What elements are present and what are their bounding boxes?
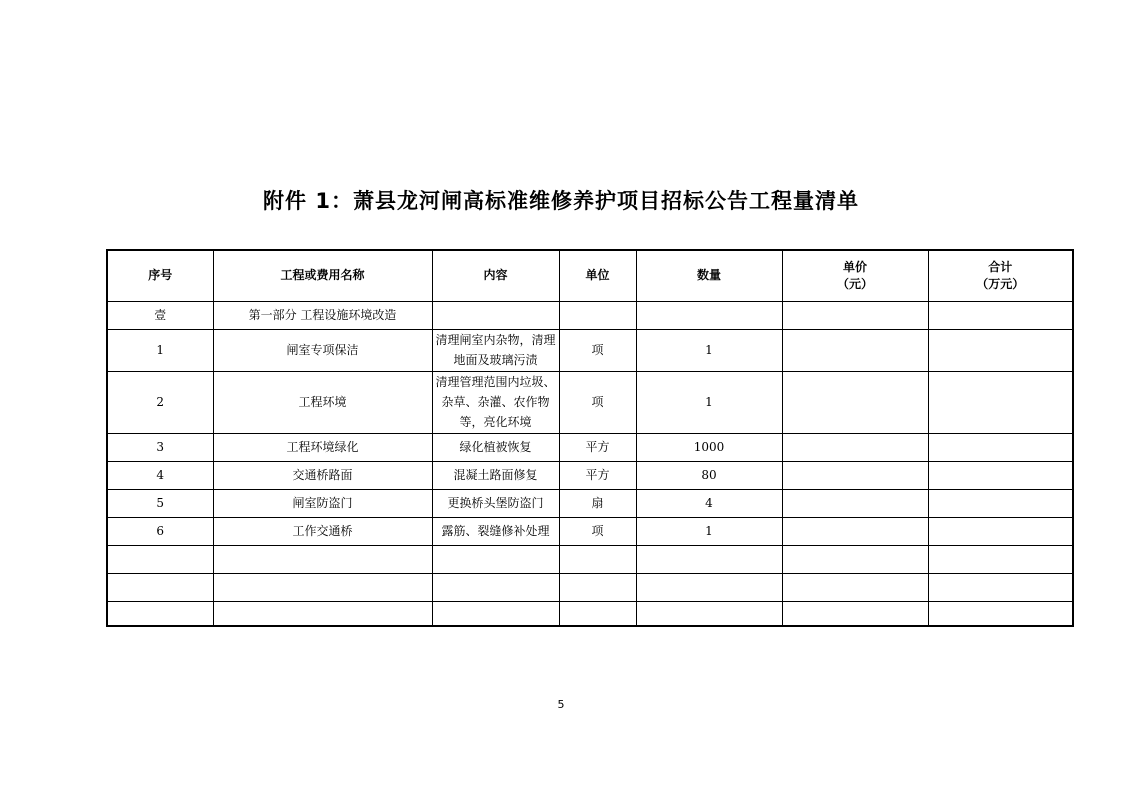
part-row [107,301,1073,329]
row-content: 更换桥头堡防盗门 [432,489,559,517]
table-cell [928,301,1073,329]
row-no: 5 [107,489,213,517]
row-total [928,489,1073,517]
row-content: 清理管理范围内垃圾、杂草、杂灌、农作物等，亮化环境 [432,371,559,433]
table-row [107,371,1073,433]
table-row [107,329,1073,371]
empty-row [107,573,1073,601]
row-content: 清理闸室内杂物，清理地面及玻璃污渍 [432,329,559,371]
table-cell [559,301,636,329]
row-name: 工程环境绿化 [213,433,432,461]
row-total [928,517,1073,545]
row-name: 工程环境 [213,371,432,433]
row-unit: 项 [559,517,636,545]
row-unit: 项 [559,329,636,371]
table-row [107,461,1073,489]
row-no: 1 [107,329,213,371]
header-content: 内容 [432,250,559,301]
row-name: 闸室专项保洁 [213,329,432,371]
document-title: 附件 1：萧县龙河闸高标准维修养护项目招标公告工程量清单 [263,189,859,213]
header-name: 工程或费用名称 [213,250,432,301]
row-no: 6 [107,517,213,545]
part-name: 第一部分 工程设施环境改造 [213,301,432,329]
row-total [928,371,1073,433]
header-qty: 数量 [636,250,782,301]
row-price [782,329,928,371]
table-cell [636,573,782,601]
row-qty: 4 [636,489,782,517]
table-cell [432,545,559,573]
table-row [107,489,1073,517]
table-cell [213,573,432,601]
table-cell [107,601,213,626]
page-number: 5 [557,698,565,711]
row-qty: 1 [636,329,782,371]
row-unit: 平方 [559,433,636,461]
table-cell [636,545,782,573]
table-cell [432,301,559,329]
table-cell [559,573,636,601]
row-qty: 1 [636,517,782,545]
row-total [928,329,1073,371]
row-qty: 1 [636,371,782,433]
row-unit: 平方 [559,461,636,489]
row-unit: 扇 [559,489,636,517]
table-cell [928,545,1073,573]
table-cell [107,573,213,601]
table-row [107,517,1073,545]
table-cell [432,601,559,626]
header-price-line1: 单价 [842,259,867,274]
row-name: 闸室防盗门 [213,489,432,517]
row-no: 3 [107,433,213,461]
table-cell [636,601,782,626]
table-cell [213,545,432,573]
table-cell [782,545,928,573]
row-no: 4 [107,461,213,489]
header-no: 序号 [107,250,213,301]
row-qty: 1000 [636,433,782,461]
table-row [107,433,1073,461]
part-no: 壹 [107,301,213,329]
table-cell [782,301,928,329]
table-cell [782,573,928,601]
row-no: 2 [107,371,213,433]
row-price [782,433,928,461]
table-cell [213,601,432,626]
row-price [782,517,928,545]
table-cell [928,573,1073,601]
table-cell [107,545,213,573]
row-content: 绿化植被恢复 [432,433,559,461]
table-cell [432,573,559,601]
row-price [782,461,928,489]
table-cell [559,545,636,573]
header-price [782,250,928,301]
table-cell [559,601,636,626]
row-price [782,489,928,517]
table-header-row [107,250,1073,301]
row-content: 混凝土路面修复 [432,461,559,489]
empty-row [107,545,1073,573]
row-price [782,371,928,433]
header-unit: 单位 [559,250,636,301]
row-name: 工作交通桥 [213,517,432,545]
row-qty: 80 [636,461,782,489]
row-content: 露筋、裂缝修补处理 [432,517,559,545]
header-total-line2: （万元） [976,276,1025,291]
bill-of-quantities-table [106,249,1074,627]
header-total [928,250,1073,301]
row-unit: 项 [559,371,636,433]
header-price-line2: （元） [836,276,873,291]
header-total-line1: 合计 [988,259,1013,274]
table-cell [928,601,1073,626]
table-cell [782,601,928,626]
row-total [928,433,1073,461]
row-name: 交通桥路面 [213,461,432,489]
row-total [928,461,1073,489]
empty-row [107,601,1073,626]
table-cell [636,301,782,329]
